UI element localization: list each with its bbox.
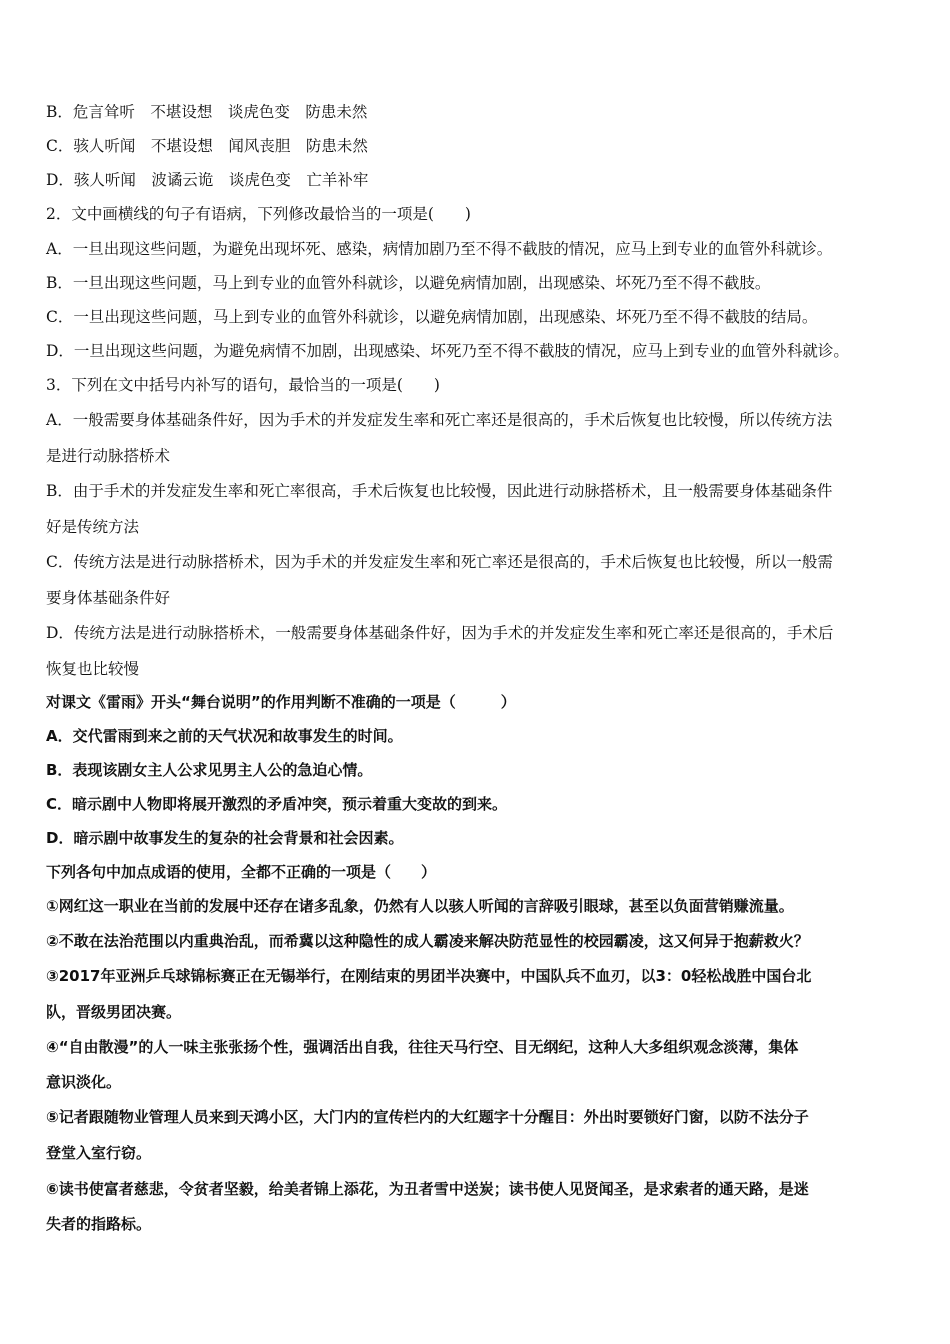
q3-option-d-line1: D．传统方法是进行动脉搭桥术，一般需要身体基础条件好，因为手术的并发症发生率和死亡率还是很高的，手术后 [46,624,834,642]
q5-sentence-2: ②不敢在法治范围以内重典治乱，而希冀以这种隐性的成人霸凌来解决防范显性的校园霸凌，这又何异于抱薪救火？ [46,932,809,950]
q5-sentence-3-line1: ③2017年亚洲乒乓球锦标赛正在无锡举行，在刚结束的男团半决赛中，中国队兵不血刃，以3：0轻松战胜中国台北 [46,967,812,985]
q3-stem: 3．下列在文中括号内补写的语句，最恰当的一项是( ) [46,376,440,394]
q3-option-d-line2: 恢复也比较慢 [46,660,140,678]
q2-option-c: C．一旦出现这些问题，马上到专业的血管外科就诊，以避免病情加剧，出现感染、坏死乃至不得不截肢的结局。 [46,308,818,326]
q3-option-a-line2: 是进行动脉搭桥术 [46,447,171,465]
q1-option-d: D．骇人听闻 波谲云诡 谈虎色变 亡羊补牢 [46,171,369,189]
q4-option-d: D．暗示剧中故事发生的复杂的社会背景和社会因素。 [46,829,404,847]
q5-sentence-5-line2: 登堂入室行窃。 [46,1144,152,1162]
q1-option-b: B．危言耸听 不堪设想 谈虎色变 防患未然 [46,103,368,121]
q5-sentence-3-line2: 队，晋级男团决赛。 [46,1003,182,1021]
q4-option-a: A．交代雷雨到来之前的天气状况和故事发生的时间。 [46,727,403,745]
q4-stem: 对课文《雷雨》开头“舞台说明”的作用判断不准确的一项是（ ） [46,693,516,711]
q5-sentence-6-line2: 失者的指路标。 [46,1215,152,1233]
q5-stem: 下列各句中加点成语的使用，全都不正确的一项是（ ） [46,863,437,881]
q3-option-a-line1: A．一般需要身体基础条件好，因为手术的并发症发生率和死亡率还是很高的，手术后恢复也比较慢，所以传统方法 [46,411,833,429]
q3-option-b-line2: 好是传统方法 [46,518,140,536]
q3-option-c-line1: C．传统方法是进行动脉搭桥术，因为手术的并发症发生率和死亡率还是很高的，手术后恢复也比较慢，所以一般需 [46,553,833,571]
q4-option-b: B．表现该剧女主人公求见男主人公的急迫心情。 [46,761,373,779]
q2-stem: 2．文中画横线的句子有语病，下列修改最恰当的一项是( ) [46,205,471,223]
q5-sentence-4-line1: ④“自由散漫”的人一味主张张扬个性，强调活出自我，往往天马行空、目无纲纪，这种人大多组织观念淡薄，集体 [46,1038,799,1056]
q3-option-c-line2: 要身体基础条件好 [46,589,171,607]
q2-option-a: A．一旦出现这些问题，为避免出现坏死、感染，病情加剧乃至不得不截肢的情况，应马上到专业的血管外科就诊。 [46,240,833,258]
q5-sentence-4-line2: 意识淡化。 [46,1073,122,1091]
q2-option-d: D．一旦出现这些问题，为避免病情不加剧，出现感染、坏死乃至不得不截肢的情况，应马上到专业的血管外科就诊。 [46,342,849,360]
q2-option-b: B．一旦出现这些问题，马上到专业的血管外科就诊，以避免病情加剧，出现感染、坏死乃至不得不截肢。 [46,274,771,292]
q3-option-b-line1: B．由于手术的并发症发生率和死亡率很高，手术后恢复也比较慢，因此进行动脉搭桥术，且一般需要身体基础条件 [46,482,833,500]
q4-option-c: C．暗示剧中人物即将展开激烈的矛盾冲突，预示着重大变故的到来。 [46,795,508,813]
q1-option-c: C．骇人听闻 不堪设想 闻风丧胆 防患未然 [46,137,368,155]
q5-sentence-1: ①网红这一职业在当前的发展中还存在诸多乱象，仍然有人以骇人听闻的言辞吸引眼球，甚至以负面营销赚流量。 [46,897,794,915]
q5-sentence-5-line1: ⑤记者跟随物业管理人员来到天鸿小区，大门内的宣传栏内的大红题字十分醒目：外出时要锁好门窗，以防不法分子 [46,1108,809,1126]
q5-sentence-6-line1: ⑥读书使富者慈悲，令贫者坚毅，给美者锦上添花，为丑者雪中送炭；读书使人见贤闻圣，是求索者的通天路，是迷 [46,1180,809,1198]
